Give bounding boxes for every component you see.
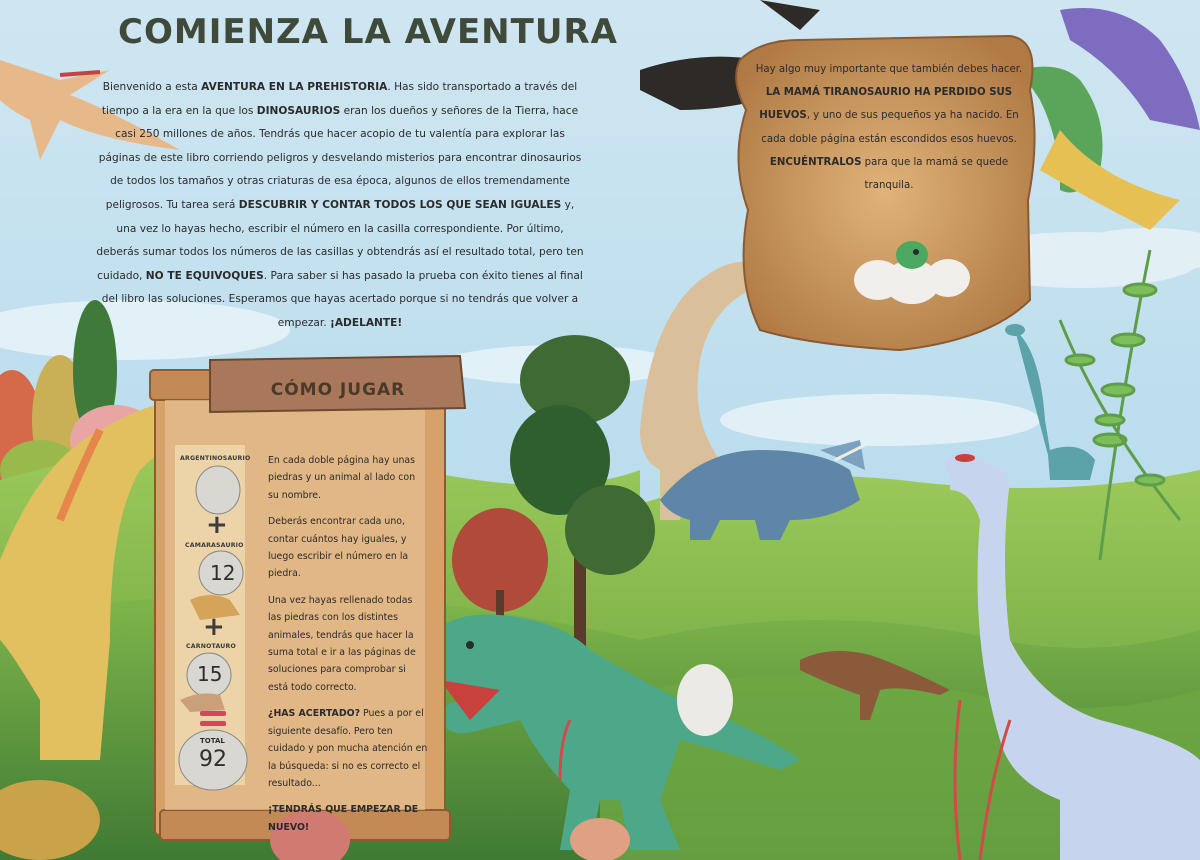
parchment-bold-2: ENCUÉNTRALOS: [769, 156, 862, 168]
step-4-bold: ¿HAS ACERTADO?: [268, 708, 361, 720]
step-5: [268, 801, 428, 836]
label-carnotauro: CARNOTAURO: [186, 643, 236, 650]
parchment-text-2: , y uno de sus pequeños ya ha nacido. En cada doble página están escondidos esos huevos.: [761, 110, 1019, 145]
egg-icon: [677, 664, 733, 736]
intro-text-3: eran los dueños y señores de la Tierra, hace casi 250 millones de años. Tendrás que hacer acopio de tu valentía para explorar las páginas de este libro corriendo peligros y desvelando misterios para encontrar dinosaurios de todos los tamaños y otras criaturas de esa época, algunos de ellos tremendamente peligrosos. Tu tarea será: [98, 104, 582, 211]
step-3: Una vez hayas rellenado todas las piedras con los distintes animales, tendrás que hacer la suma total e ir a las páginas de soluciones para comprobar si está todo correcto.: [268, 594, 416, 693]
plus-icon: +: [206, 510, 228, 540]
intro-bold-2: DINOSAURIOS: [256, 104, 341, 117]
intro-text-5: . Para saber si has pasado la prueba con éxito tienes al final del libro las soluciones. Esperamos que hayas acertado porque si no tendrás que volver a empezar.: [101, 269, 583, 329]
howto-steps: [268, 452, 428, 845]
stone-number-2: 12: [210, 561, 236, 585]
intro-text-4: y, una vez lo hayas hecho, escribir el número en la casilla correspondiente. Por último, deberás sumar todos los números de las casillas y obtendrás así el resultado total, pero ten cuidado,: [96, 198, 584, 282]
intro-bold-4: NO TE EQUIVOQUES: [145, 269, 264, 282]
intro-text-2: . Has sido transportado a través del tiempo a la era en la que los: [101, 81, 578, 117]
intro-text-1: Bienvenido a esta: [102, 81, 202, 93]
intro-bold-3: DESCUBRIR Y CONTAR TODOS LOS QUE SEAN IGUALES: [238, 198, 562, 211]
intro-bold-1: AVENTURA EN LA PREHISTORIA: [201, 81, 388, 93]
intro-paragraph: [96, 76, 584, 336]
total-number: 92: [199, 747, 227, 772]
step-4-text: Pues a por el siguiente desafío. Pero ten cuidado y pon mucha atención en la búsqueda: si no es correcto el resultado...: [268, 708, 428, 789]
parchment-text-1: Hay algo muy importante que también debes hacer.: [755, 64, 1023, 75]
step-4: [268, 705, 428, 792]
step-5-bold: ¡TENDRÁS QUE EMPEZAR DE NUEVO!: [268, 804, 419, 833]
equals-icon: [200, 721, 226, 726]
stone-number-3: 15: [197, 662, 223, 686]
parchment-bold-1: LA MAMÁ TIRANOSAURIO HA PERDIDO SUS HUEVOS: [759, 87, 1013, 122]
howto-title: CÓMO JUGAR: [270, 380, 406, 400]
step-1: En cada doble página hay unas piedras y un animal al lado con su nombre.: [268, 455, 416, 501]
page-title: COMIENZA LA AVENTURA: [118, 12, 618, 52]
label-camarasaurio: CAMARASAURIO: [185, 542, 244, 549]
equals-icon: [200, 711, 226, 716]
step-2: Deberás encontrar cada uno, contar cuántos hay iguales, y luego escribir el número en la piedra.: [268, 516, 409, 580]
plus-icon: +: [203, 612, 225, 642]
label-argentinosaurio: ARGENTINOSAURIO: [180, 455, 251, 462]
intro-bold-5: ¡ADELANTE!: [330, 316, 403, 329]
parchment-text: [754, 58, 1024, 197]
total-label: TOTAL: [200, 737, 225, 745]
parchment-text-3: para que la mamá se quede tranquila.: [861, 156, 1009, 192]
